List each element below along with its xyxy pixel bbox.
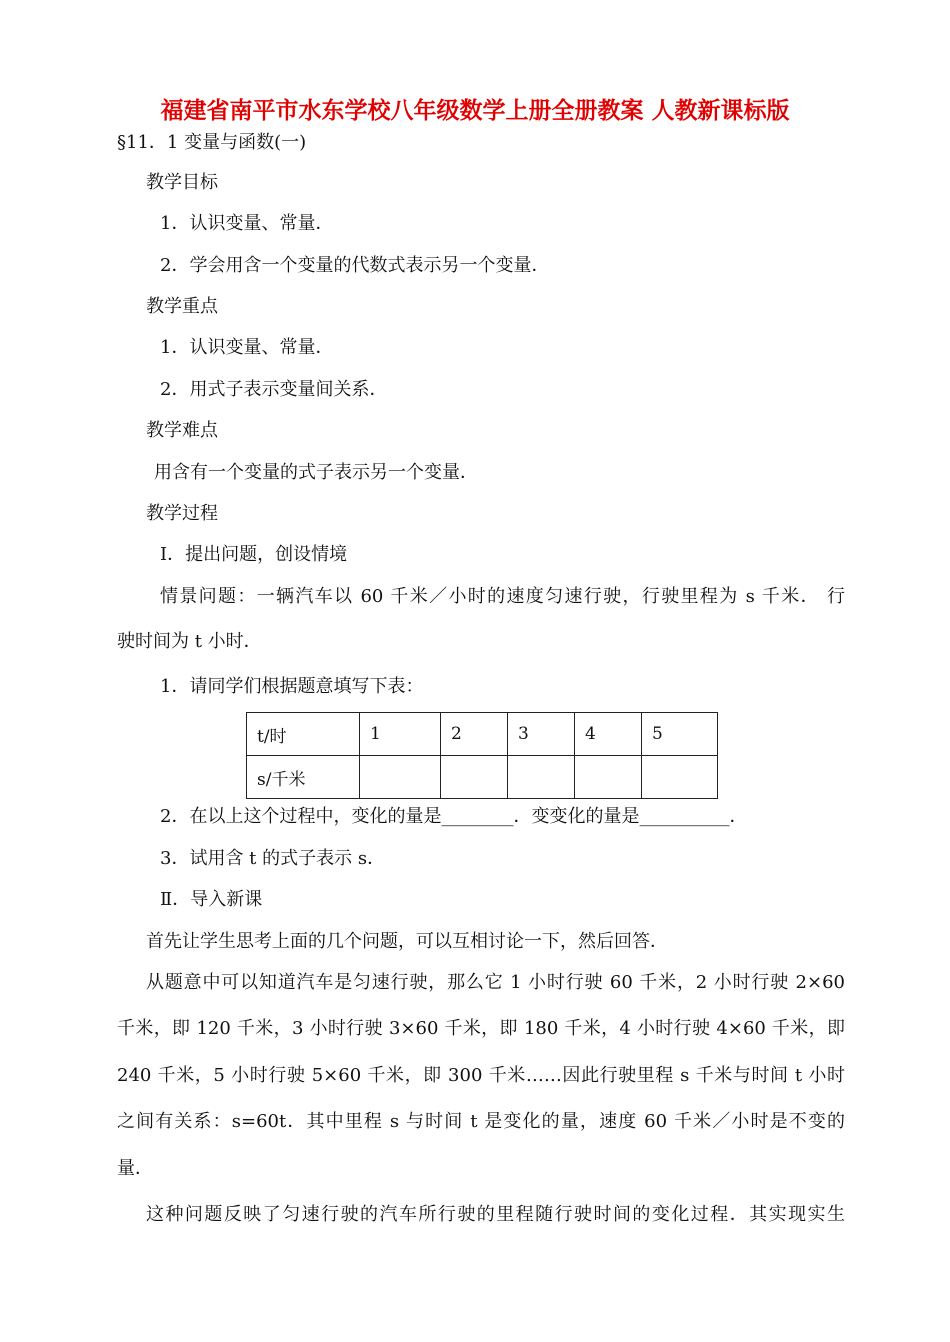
difficulty-text: 用含有一个变量的式子表示另一个变量． — [154, 462, 478, 483]
keypoint-item: 2．用式子表示变量间关系． — [160, 379, 388, 400]
table-cell — [575, 756, 642, 799]
paragraph-line: 从题意中可以知道汽车是匀速行驶，那么它 1 小时行驶 60 千米，2 小时行驶 2×60 — [146, 972, 845, 993]
scenario-line: 驶时间为 t 小时． — [117, 631, 262, 652]
table-cell: 3 — [508, 713, 575, 756]
paragraph: 这种问题反映了匀速行驶的汽车所行驶的里程随行驶时间的变化过程．其实现实生 — [146, 1204, 845, 1225]
table-cell: 2 — [441, 713, 508, 756]
question-three: 3．试用含 t 的式子表示 s． — [160, 848, 386, 869]
table-row — [247, 756, 718, 799]
goals-heading: 教学目标 — [146, 172, 218, 193]
process-heading: 教学过程 — [146, 503, 218, 524]
table-cell — [441, 756, 508, 799]
part-one-heading: Ⅰ．提出问题，创设情境 — [160, 544, 348, 565]
difficulty-heading: 教学难点 — [146, 420, 218, 441]
table-cell: s/千米 — [247, 756, 360, 799]
table-cell — [360, 756, 441, 799]
paragraph-line: 千米，即 120 千米，3 小时行驶 3×60 千米，即 180 千米，4 小时行驶 4×60 千米，即 — [117, 1018, 845, 1039]
keypoint-item: 1．认识变量、常量． — [160, 337, 334, 358]
paragraph-line: 240 千米，5 小时行驶 5×60 千米，即 300 千米……因此行驶里程 s 千米与时间 t 小时 — [117, 1065, 845, 1086]
goal-item: 1．认识变量、常量． — [160, 213, 334, 234]
question-two: 2．在以上这个过程中，变化的量是________．变变化的量是__________． — [160, 806, 748, 827]
table-row — [247, 713, 718, 756]
fill-in-table — [246, 712, 718, 799]
table-cell: 1 — [360, 713, 441, 756]
paragraph-line: 量． — [117, 1158, 153, 1179]
document-title: 福建省南平市水东学校八年级数学上册全册教案 人教新课标版 — [160, 97, 790, 124]
table-cell: t/时 — [247, 713, 360, 756]
question-one: 1．请同学们根据题意填写下表： — [160, 676, 424, 697]
paragraph: 首先让学生思考上面的几个问题，可以互相讨论一下，然后回答． — [146, 931, 668, 952]
paragraph-line: 之间有关系：s=60t．其中里程 s 与时间 t 是变化的量，速度 60 千米／小时是不变的 — [117, 1111, 845, 1132]
table-cell — [508, 756, 575, 799]
table-cell: 4 — [575, 713, 642, 756]
scenario-line: 情景问题：一辆汽车以 60 千米／小时的速度匀速行驶，行驶里程为 s 千米． 行 — [160, 586, 845, 607]
table-cell — [642, 756, 718, 799]
table-cell: 5 — [642, 713, 718, 756]
keypoints-heading: 教学重点 — [146, 296, 218, 317]
goal-item: 2．学会用含一个变量的代数式表示另一个变量． — [160, 255, 550, 276]
part-two-heading: Ⅱ．导入新课 — [160, 889, 263, 910]
section-heading: §11．1 变量与函数(一) — [117, 132, 307, 153]
